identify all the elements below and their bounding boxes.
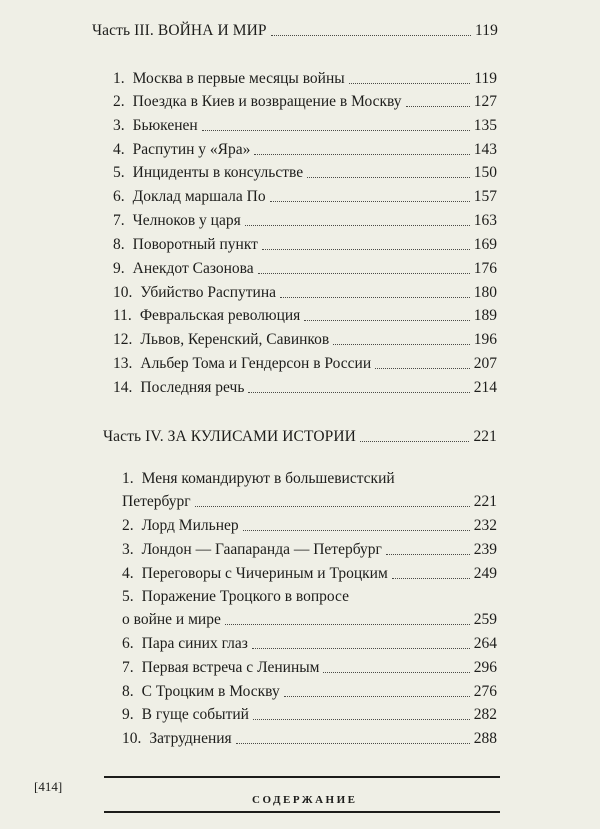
entry-number: 2.: [122, 517, 134, 534]
dot-leader: [386, 553, 470, 555]
entry-number: 1.: [113, 70, 125, 87]
dot-leader: [375, 367, 470, 369]
entry-number: 3.: [113, 117, 125, 134]
page-number: [414]: [34, 779, 63, 794]
entry-title: Москва в первые месяцы войны: [132, 70, 345, 87]
toc-entry: [113, 331, 497, 349]
dot-leader: [360, 440, 469, 442]
entry-title: Убийство Распутина: [140, 284, 277, 301]
dot-leader: [392, 577, 470, 579]
dot-leader: [323, 671, 469, 673]
entry-page: 163: [473, 212, 497, 229]
toc-entry: [113, 70, 497, 88]
entry-page: 143: [473, 141, 497, 158]
entry-title: Инциденты в консульстве: [132, 164, 304, 181]
entry-number: 4.: [122, 565, 134, 582]
entry-title: Последняя речь: [140, 379, 245, 396]
entry-number: 7.: [113, 212, 125, 229]
toc-entry: [113, 212, 497, 230]
dot-leader: [304, 319, 469, 321]
entry-number: 3.: [122, 541, 134, 558]
entry-page: 119: [474, 70, 497, 87]
dot-leader: [333, 343, 470, 345]
entry-title: С Троцким в Москву: [141, 683, 280, 700]
dot-leader: [271, 34, 471, 36]
entry-page: 232: [473, 517, 497, 534]
toc-entry: [113, 284, 497, 302]
toc-entry: [113, 117, 497, 135]
entry-number: 4.: [113, 141, 125, 158]
entry-page: 259: [473, 611, 497, 628]
toc-entry: [113, 188, 497, 206]
entry-page: 180: [473, 284, 497, 301]
entry-page: 135: [473, 117, 497, 134]
dot-leader: [258, 272, 470, 274]
toc-entry: [113, 93, 497, 111]
entry-page: 221: [473, 493, 497, 510]
entry-title: Челноков у царя: [132, 212, 241, 229]
toc-entry: [122, 493, 497, 511]
entry-number: 9.: [113, 260, 125, 277]
entry-title: Распутин у «Яра»: [132, 141, 251, 158]
entry-number: 10.: [122, 730, 142, 747]
entry-title-continued: о войне и мире: [122, 611, 221, 628]
toc-entry: [122, 565, 497, 583]
entry-title: Поездка в Киев и возвращение в Москву: [132, 93, 402, 110]
entry-title: Доклад маршала По: [132, 188, 266, 205]
toc-entry: [122, 541, 497, 559]
entry-title: Львов, Керенский, Савинков: [140, 331, 330, 348]
dot-leader: [225, 623, 470, 625]
entry-page: 169: [473, 236, 497, 253]
toc-entry: [113, 379, 497, 397]
dot-leader: [254, 153, 469, 155]
entry-title: Поворотный пункт: [132, 236, 258, 253]
entry-page: 157: [473, 188, 497, 205]
dot-leader: [252, 647, 470, 649]
entry-page: 150: [473, 164, 497, 181]
entry-title: Переговоры с Чичериным и Троцким: [141, 565, 388, 582]
entry-title: Поражение Троцкого в вопросе: [141, 588, 349, 605]
toc-entry: [113, 141, 497, 159]
dot-leader: [245, 224, 470, 226]
entry-number: 10.: [113, 284, 133, 301]
entry-number: 5.: [113, 164, 125, 181]
entry-page: 296: [473, 659, 497, 676]
toc-entry: [122, 611, 497, 629]
entry-page: 282: [473, 706, 497, 723]
toc-entry: [122, 706, 497, 724]
entry-number: 9.: [122, 706, 134, 723]
entry-number: 14.: [113, 379, 133, 396]
dot-leader: [270, 200, 470, 202]
entry-page: 196: [473, 331, 497, 348]
entry-number: 11.: [113, 307, 132, 324]
toc-entry-line1: [122, 588, 349, 606]
footer-rule-top: [104, 776, 500, 778]
entry-page: 239: [473, 541, 497, 558]
entry-number: 6.: [113, 188, 125, 205]
entry-page: 189: [473, 307, 497, 324]
dot-leader: [262, 248, 470, 250]
entry-title-continued: Петербург: [122, 493, 191, 510]
dot-leader: [248, 391, 469, 393]
toc-entry: [113, 260, 497, 278]
entry-number: 7.: [122, 659, 134, 676]
toc-entry: [113, 355, 497, 373]
dot-leader: [243, 529, 470, 531]
entry-number: 6.: [122, 635, 134, 652]
entry-number: 8.: [113, 236, 125, 253]
part-4-page: 221: [473, 428, 497, 445]
running-title: СОДЕРЖАНИЕ: [252, 794, 358, 806]
toc-entry: [122, 635, 497, 653]
toc-entry: [113, 307, 497, 325]
toc-entry: [122, 683, 497, 701]
toc-entry: [122, 730, 497, 748]
entry-title: Бьюкенен: [132, 117, 198, 134]
dot-leader: [253, 718, 470, 720]
entry-title: Лорд Мильнер: [141, 517, 239, 534]
entry-title: Меня командируют в большевистский: [141, 470, 395, 487]
dot-leader: [280, 296, 470, 298]
toc-entry: [113, 164, 497, 182]
entry-title: Пара синих глаз: [141, 635, 248, 652]
dot-leader: [349, 82, 471, 84]
entry-title: Анекдот Сазонова: [132, 260, 254, 277]
entry-title: В гуще событий: [141, 706, 249, 723]
entry-page: 214: [473, 379, 497, 396]
entry-number: 12.: [113, 331, 133, 348]
entry-title: Первая встреча с Лениным: [141, 659, 320, 676]
entry-number: 13.: [113, 355, 133, 372]
entry-number: 1.: [122, 470, 134, 487]
dot-leader: [406, 105, 470, 107]
dot-leader: [307, 176, 470, 178]
entry-page: 264: [473, 635, 497, 652]
toc-entry: [113, 236, 497, 254]
entry-number: 2.: [113, 93, 125, 110]
entry-page: 176: [473, 260, 497, 277]
toc-entry: [122, 659, 497, 677]
part-3-title: Часть III. ВОЙНА И МИР: [92, 22, 267, 39]
dot-leader: [236, 742, 470, 744]
part-4-heading: [103, 428, 497, 446]
entry-page: 207: [473, 355, 497, 372]
entry-page: 249: [473, 565, 497, 582]
entry-page: 127: [473, 93, 497, 110]
entry-page: 288: [473, 730, 497, 747]
entry-title: Лондон — Гаапаранда — Петербург: [141, 541, 382, 558]
part-3-page: 119: [475, 22, 498, 39]
dot-leader: [195, 505, 470, 507]
part-3-heading: [92, 22, 498, 40]
entry-title: Альбер Тома и Гендерсон в России: [140, 355, 372, 372]
part-4-title: Часть IV. ЗА КУЛИСАМИ ИСТОРИИ: [103, 428, 356, 445]
dot-leader: [202, 129, 470, 131]
entry-title: Затруднения: [149, 730, 232, 747]
dot-leader: [284, 695, 470, 697]
entry-number: 5.: [122, 588, 134, 605]
toc-entry-line1: [122, 470, 395, 488]
entry-page: 276: [473, 683, 497, 700]
entry-title: Февральская революция: [139, 307, 301, 324]
toc-entry: [122, 517, 497, 535]
footer-rule-bottom: [104, 811, 500, 813]
entry-number: 8.: [122, 683, 134, 700]
